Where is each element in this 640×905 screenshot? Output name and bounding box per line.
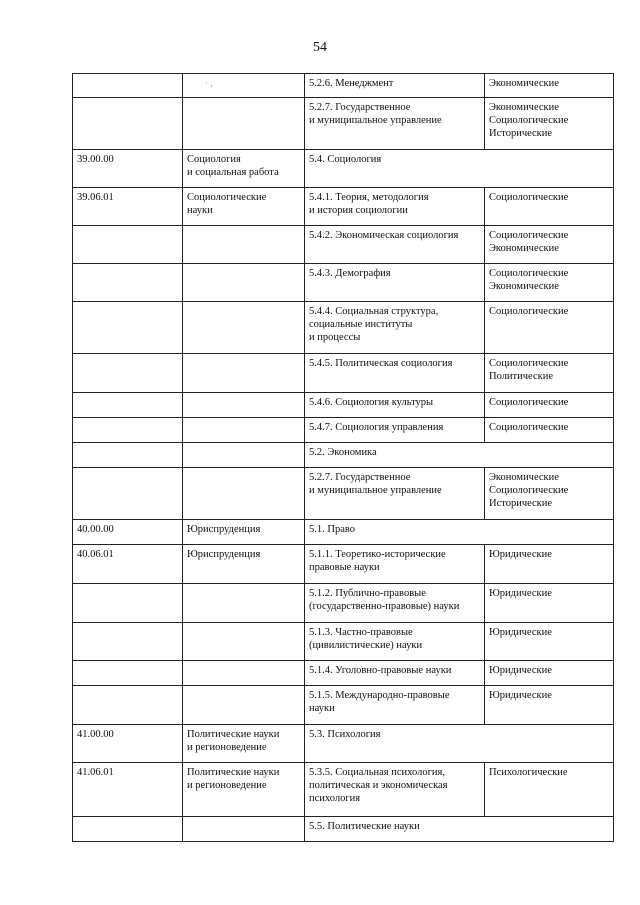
science-branch-cell: Социологические — [485, 393, 614, 418]
science-branch-cell: Юридические — [485, 545, 614, 584]
table-body — [73, 74, 614, 842]
table-row — [73, 661, 614, 686]
science-branch-cell: Социологические Политические — [485, 354, 614, 393]
specialty-cell: 5.2.7. Государственное и муниципальное управление — [305, 98, 485, 150]
science-branch-cell: Социологические — [485, 302, 614, 354]
direction-name-cell — [183, 584, 305, 623]
table-row — [73, 98, 614, 150]
direction-name-cell — [183, 468, 305, 520]
direction-name-cell — [183, 264, 305, 302]
table-row — [73, 443, 614, 468]
direction-code-cell: 41.06.01 — [73, 763, 183, 817]
table-row — [73, 763, 614, 817]
direction-name-cell — [183, 74, 305, 98]
table-row — [73, 302, 614, 354]
direction-name-cell: Социология и социальная работа — [183, 150, 305, 188]
table-row — [73, 226, 614, 264]
specialty-cell: 5.2.7. Государственное и муниципальное управление — [305, 468, 485, 520]
specialty-cell: 5.3. Психология — [305, 725, 614, 763]
specialty-cell: 5.1.2. Публично-правовые (государственно-правовые) науки — [305, 584, 485, 623]
specialty-cell: 5.2. Экономика — [305, 443, 614, 468]
direction-code-cell — [73, 686, 183, 725]
direction-code-cell: 39.00.00 — [73, 150, 183, 188]
specialty-cell: 5.4.5. Политическая социология — [305, 354, 485, 393]
direction-code-cell: 39.06.01 — [73, 188, 183, 226]
table-row — [73, 74, 614, 98]
science-branch-cell: Социологические — [485, 418, 614, 443]
science-branch-cell: Психологические — [485, 763, 614, 817]
science-branch-cell: Социологические Экономические — [485, 264, 614, 302]
direction-name-cell — [183, 443, 305, 468]
table-row — [73, 188, 614, 226]
science-branch-cell: Экономические Социологические Исторические — [485, 468, 614, 520]
specialty-cell: 5.4. Социология — [305, 150, 614, 188]
science-branch-cell: Социологические Экономические — [485, 226, 614, 264]
direction-name-cell — [183, 418, 305, 443]
direction-code-cell: 40.06.01 — [73, 545, 183, 584]
table-row — [73, 150, 614, 188]
science-branch-cell: Юридические — [485, 661, 614, 686]
direction-code-cell — [73, 468, 183, 520]
table-row — [73, 354, 614, 393]
specialty-cell: 5.1.1. Теоретико-исторические правовые науки — [305, 545, 485, 584]
direction-name-cell — [183, 393, 305, 418]
specialty-cell: 5.1.5. Международно-правовые науки — [305, 686, 485, 725]
science-branch-cell: Экономические — [485, 74, 614, 98]
science-branch-cell: Юридические — [485, 686, 614, 725]
specialty-cell: 5.2.6. Менеджмент — [305, 74, 485, 98]
table-row — [73, 418, 614, 443]
direction-code-cell — [73, 393, 183, 418]
science-branch-cell: Юридические — [485, 623, 614, 661]
specialty-cell: 5.4.4. Социальная структура, социальные институты и процессы — [305, 302, 485, 354]
specialty-cell: 5.4.2. Экономическая социология — [305, 226, 485, 264]
direction-code-cell: 40.00.00 — [73, 520, 183, 545]
specialty-cell: 5.1.3. Частно-правовые (цивилистические) науки — [305, 623, 485, 661]
table-row — [73, 545, 614, 584]
table-row — [73, 584, 614, 623]
direction-code-cell — [73, 418, 183, 443]
direction-name-cell — [183, 661, 305, 686]
direction-code-cell — [73, 74, 183, 98]
science-branch-cell: Юридические — [485, 584, 614, 623]
direction-name-cell — [183, 302, 305, 354]
direction-name-cell — [183, 98, 305, 150]
direction-code-cell — [73, 623, 183, 661]
science-branch-cell: Социологические — [485, 188, 614, 226]
table-row — [73, 468, 614, 520]
direction-code-cell — [73, 302, 183, 354]
direction-code-cell — [73, 354, 183, 393]
direction-name-cell: Политические науки и регионоведение — [183, 725, 305, 763]
direction-name-cell: Социологические науки — [183, 188, 305, 226]
direction-code-cell — [73, 98, 183, 150]
direction-code-cell — [73, 661, 183, 686]
direction-code-cell: 41.00.00 — [73, 725, 183, 763]
science-branch-cell: Экономические Социологические Исторические — [485, 98, 614, 150]
direction-name-cell: Юриспруденция — [183, 545, 305, 584]
specialty-cell: 5.4.7. Социология управления — [305, 418, 485, 443]
direction-name-cell — [183, 354, 305, 393]
table-row — [73, 520, 614, 545]
table-row — [73, 393, 614, 418]
specialty-cell: 5.3.5. Социальная психология, политическая и экономическая психология — [305, 763, 485, 817]
direction-code-cell — [73, 226, 183, 264]
specialties-table — [72, 73, 614, 842]
table-row — [73, 623, 614, 661]
direction-name-cell — [183, 686, 305, 725]
direction-code-cell — [73, 817, 183, 842]
direction-code-cell — [73, 584, 183, 623]
specialty-cell: 5.1.4. Уголовно-правовые науки — [305, 661, 485, 686]
table-row — [73, 264, 614, 302]
direction-name-cell: Политические науки и регионоведение — [183, 763, 305, 817]
direction-code-cell — [73, 264, 183, 302]
direction-name-cell — [183, 623, 305, 661]
page-number: 54 — [313, 40, 327, 55]
table-row — [73, 725, 614, 763]
direction-name-cell — [183, 817, 305, 842]
specialty-cell: 5.5. Политические науки — [305, 817, 614, 842]
direction-name-cell — [183, 226, 305, 264]
table-row — [73, 817, 614, 842]
direction-name-cell: Юриспруденция — [183, 520, 305, 545]
direction-code-cell — [73, 443, 183, 468]
specialty-cell: 5.4.6. Социология культуры — [305, 393, 485, 418]
specialty-cell: 5.4.3. Демография — [305, 264, 485, 302]
stray-mark: · , — [205, 78, 213, 88]
specialty-cell: 5.1. Право — [305, 520, 614, 545]
table-row — [73, 686, 614, 725]
specialty-cell: 5.4.1. Теория, методология и история социологии — [305, 188, 485, 226]
